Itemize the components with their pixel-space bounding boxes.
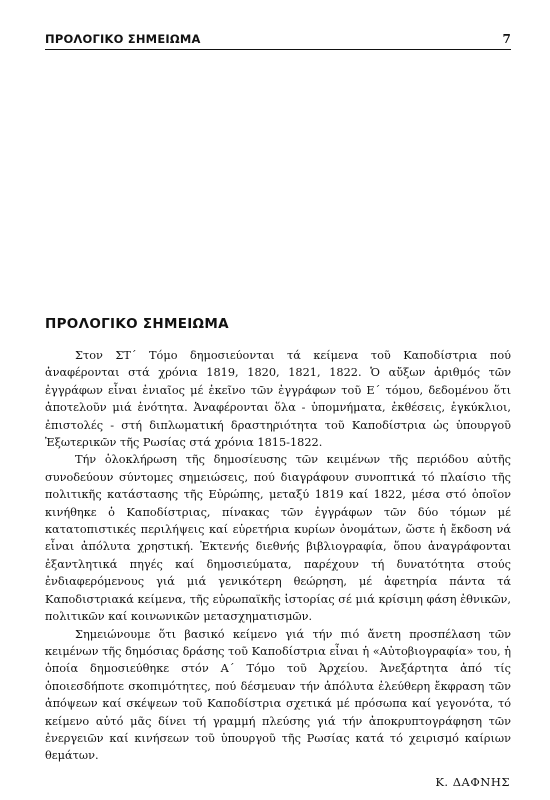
header-rule (45, 49, 511, 50)
running-title: ΠΡΟΛΟΓΙΚΟ ΣΗΜΕΙΩΜΑ (45, 32, 201, 46)
paragraph: Τήν ὁλοκλήρωση τῆς δημοσίευσης τῶν κειμένων τῆς περιόδου αὐτῆς συνοδεύουν σύντομες σημειώσεις, πού διαγράφουν συνοπτικά τό πλαίσιο τῆς πολιτικῆς κατάστασης τῆς Εὐρώπης, μεταξύ 1819 καί 1822, μέσα στό ὁποῖον κινήθηκε ὁ Καποδίστριας, πίνακας τῶν ἐγγράφων τῶν δύο τόμων μέ κατατοπιστικές περιλήψεις καί εὑρετήρια κυρίων ὀνομάτων, ὥστε ἡ ἔκδοση νά εἶναι ἀπόλυτα χρηστική. Ἐκτενής διεθνής βιβλιογραφία, ὅπου ἀναγράφονται ἐξαντλητικά πηγές καί δημοσιεύματα, παρέχουν τή δυνατότητα στούς ἐνδιαφερόμενους γιά μιά γενικότερη θεώρηση, μέ ἀφετηρία πάντα τά Καποδιστριακά κείμενα, τῆς εὐρωπαϊκῆς ἱστορίας σέ μιά κρίσιμη φάση ἐθνικῶν, πολιτικῶν καί κοινωνικῶν μετασχηματισμῶν. (45, 453, 511, 624)
page-number: 7 (502, 32, 511, 46)
paragraph: Σημειώνουμε ὅτι βασικό κείμενο γιά τήν πιό ἄνετη προσπέλαση τῶν κειμένων τῆς δημόσιας δράσης τοῦ Καποδίστρια εἶναι ἡ «Αὐτοβιογραφία» του, ἡ ὁποία δημοσιεύθηκε στόν Α΄ Τόμο τοῦ Ἀρχείου. Ἀνεξάρτητα ἀπό τίς ὁποιεσδήποτε σκοπιμότητες, πού δέσμευαν τήν ἀπόλυτα ἐλεύθερη ἔκφραση τῶν ἀπόψεων καί σκέψεων τοῦ Καποδίστρια σχετικά μέ πρόσωπα καί γεγονότα, τό κείμενο αὐτό μᾶς δίνει τή γραμμή πλεύσης γιά τήν ἀποκρυπτογράφηση τῶν ἐνεργειῶν καί κινήσεων τοῦ ὑπουργοῦ τῆς Ρωσίας κατά τό χειρισμό καίριων θεμάτων. (45, 627, 511, 763)
signature: Κ. ΔΑΦΝΗΣ (435, 775, 510, 789)
body-text (45, 347, 511, 765)
paragraph: Στον ΣΤ΄ Τόμο δημοσιεύονται τά κείμενα τοῦ Καποδίστρια πού ἀναφέρονται στά χρόνια 1819, 1820, 1821, 1822. Ὁ αὔξων ἀριθμός τῶν ἐγγράφων εἶναι ἑνιαῖος μέ ἐκεῖνο τῶν ἐγγράφων τοῦ Ε΄ τόμου, δεδομένου ὅτι ἀποτελοῦν μιά ἑνότητα. Ἀναφέρονται ὅλα - ὑπομνήματα, ἐκθέσεις, ἐγκύκλιοι, ἐπιστολές - στή διπλωματική δραστηριότητα τοῦ Καποδίστρια ὡς ὑπουργοῦ Ἐξωτερικῶν τῆς Ρωσίας στά χρόνια 1815-1822. (45, 349, 511, 450)
section-title: ΠΡΟΛΟΓΙΚΟ ΣΗΜΕΙΩΜΑ (45, 316, 229, 332)
